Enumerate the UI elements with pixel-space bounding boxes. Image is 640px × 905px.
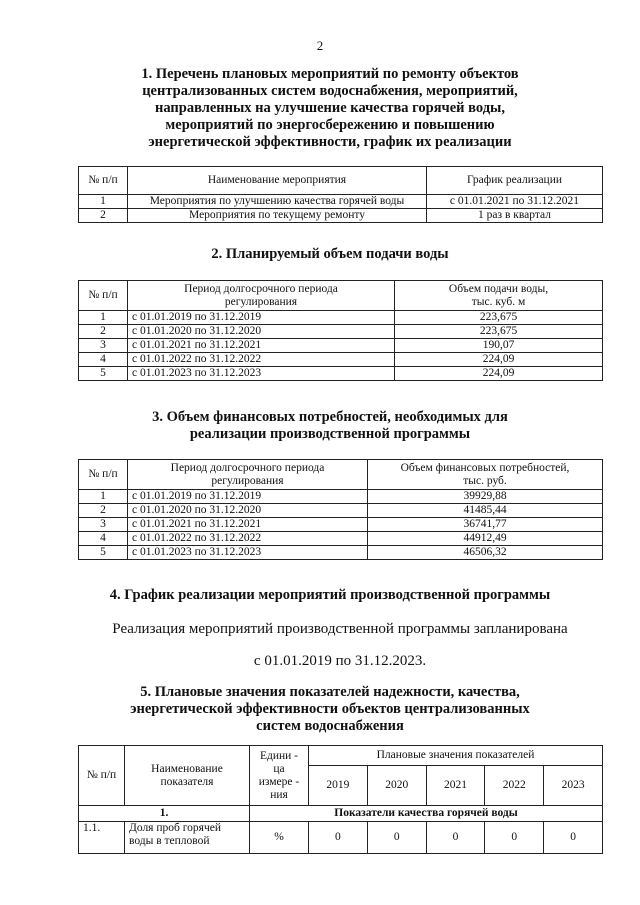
table-row	[79, 325, 603, 339]
table-row	[79, 367, 603, 381]
indicator-line: воды в тепловой	[129, 835, 210, 847]
col-schedule-header: График реализации	[427, 167, 603, 195]
cell-measure: Мероприятия по текущему ремонту	[128, 209, 427, 223]
indicators-table	[78, 745, 603, 854]
year-header: 2019	[309, 766, 368, 806]
col-period-header	[128, 460, 368, 490]
col-period-header	[128, 281, 395, 311]
heading-line: 5. Плановые значения показателей надежности, качества,	[140, 684, 520, 700]
cell-finance: 41485,44	[368, 504, 603, 518]
col-num-header: № п/п	[79, 281, 128, 311]
cell-volume: 224,09	[395, 367, 603, 381]
header-line: Едини -	[259, 749, 299, 762]
cell-unit: %	[250, 822, 309, 854]
cell-period: с 01.01.2019 по 31.12.2019	[128, 311, 395, 325]
heading-line: энергетической эффективности, график их реализации	[148, 134, 512, 150]
cell-period: с 01.01.2023 по 31.12.2023	[128, 546, 368, 560]
cell-value: 0	[544, 822, 603, 854]
section2-heading	[60, 246, 600, 263]
cell-period: с 01.01.2022 по 31.12.2022	[128, 532, 368, 546]
cell-period: с 01.01.2023 по 31.12.2023	[128, 367, 395, 381]
heading-line: реализации производственной программы	[189, 426, 471, 442]
heading-line: 1. Перечень плановых мероприятий по ремонту объектов	[141, 66, 519, 82]
cell-num: 4	[79, 532, 128, 546]
header-line: Объем подачи воды,	[448, 282, 549, 295]
group-num: 1.	[79, 806, 250, 822]
cell-value: 0	[485, 822, 544, 854]
cell-num: 5	[79, 367, 128, 381]
implementation-period: с 01.01.2019 по 31.12.2023.	[253, 653, 427, 669]
cell-finance: 39929,88	[368, 490, 603, 504]
header-line: измере -	[258, 775, 300, 788]
table-header-row	[79, 281, 603, 311]
cell-volume: 223,675	[395, 325, 603, 339]
cell-num: 2	[79, 209, 128, 223]
table-row	[79, 195, 603, 209]
col-volume-header	[395, 281, 603, 311]
table-row	[79, 546, 603, 560]
cell-num: 3	[79, 518, 128, 532]
header-line: тыс. руб.	[463, 474, 507, 487]
heading-line: энергетической эффективности объектов централизованных	[130, 701, 530, 717]
cell-volume: 224,09	[395, 353, 603, 367]
header-line: Объем финансовых потребностей,	[400, 461, 570, 474]
cell-value: 0	[309, 822, 368, 854]
cell-num: 4	[79, 353, 128, 367]
cell-period: с 01.01.2022 по 31.12.2022	[128, 353, 395, 367]
heading-line: 3. Объем финансовых потребностей, необходимых для	[152, 409, 508, 425]
year-header: 2022	[485, 766, 544, 806]
header-line: регулирования	[224, 295, 298, 308]
financial-needs-table	[78, 459, 603, 560]
header-line: Наименование	[151, 762, 223, 775]
table-row	[79, 532, 603, 546]
heading-line: централизованных систем водоснабжения, мероприятий,	[142, 83, 518, 99]
cell-finance: 36741,77	[368, 518, 603, 532]
header-line: Период долгосрочного периода	[184, 282, 338, 295]
cell-num: 1	[79, 490, 128, 504]
cell-schedule: 1 раз в квартал	[427, 209, 603, 223]
cell-period: с 01.01.2020 по 31.12.2020	[128, 325, 395, 339]
header-line: ца	[273, 762, 285, 775]
year-header: 2021	[426, 766, 485, 806]
cell-num: 5	[79, 546, 128, 560]
header-line: регулирования	[211, 474, 284, 487]
group-title: Показатели качества горячей воды	[250, 806, 603, 822]
col-finance-header	[368, 460, 603, 490]
section3-heading	[60, 409, 600, 443]
planned-values-header: Плановые значения показателей	[309, 746, 603, 766]
heading-line: мероприятий по энергосбережению и повышению	[165, 117, 495, 133]
col-num-header: № п/п	[79, 460, 128, 490]
heading-line: направленных на улучшение качества горячей воды,	[154, 100, 505, 116]
cell-measure: Мероприятия по улучшению качества горячей воды	[128, 195, 427, 209]
table-row	[79, 822, 603, 854]
cell-period: с 01.01.2021 по 31.12.2021	[128, 339, 395, 353]
table-row	[79, 209, 603, 223]
cell-num: 1	[79, 195, 128, 209]
heading-line: систем водоснабжения	[256, 718, 404, 734]
cell-period: с 01.01.2020 по 31.12.2020	[128, 504, 368, 518]
col-num-header: № п/п	[79, 167, 128, 195]
col-unit-header	[250, 746, 309, 806]
cell-volume: 223,675	[395, 311, 603, 325]
table-row	[79, 490, 603, 504]
cell-finance: 44912,49	[368, 532, 603, 546]
section5-heading	[60, 684, 600, 735]
cell-value: 0	[426, 822, 485, 854]
section4-heading	[40, 587, 620, 604]
section1-heading	[60, 66, 600, 151]
measures-table	[78, 166, 603, 223]
header-line: тыс. куб. м	[471, 295, 526, 308]
cell-volume: 190,07	[395, 339, 603, 353]
table-row	[79, 311, 603, 325]
water-volume-table	[78, 280, 603, 381]
table-header-row	[79, 167, 603, 195]
cell-num: 1.1.	[79, 822, 125, 854]
heading-line: 2. Планируемый объем подачи воды	[211, 246, 449, 262]
cell-period: с 01.01.2019 по 31.12.2019	[128, 490, 368, 504]
year-header: 2020	[367, 766, 426, 806]
header-line: Период долгосрочного периода	[170, 461, 325, 474]
cell-num: 2	[79, 504, 128, 518]
table-row	[79, 504, 603, 518]
page-number: 2	[316, 38, 324, 53]
cell-num: 2	[79, 325, 128, 339]
header-line: показателя	[160, 775, 214, 788]
col-num-header: № п/п	[79, 746, 125, 806]
indicator-line: Доля проб горячей	[129, 822, 221, 834]
cell-num: 3	[79, 339, 128, 353]
group-row	[79, 806, 603, 822]
cell-value: 0	[367, 822, 426, 854]
header-line: ния	[270, 788, 288, 801]
table-header-row	[79, 746, 603, 766]
table-row	[79, 518, 603, 532]
col-indicator-header	[125, 746, 250, 806]
heading-line: 4. График реализации мероприятий производственной программы	[109, 587, 551, 603]
cell-schedule: с 01.01.2021 по 31.12.2021	[427, 195, 603, 209]
cell-period: с 01.01.2021 по 31.12.2021	[128, 518, 368, 532]
cell-indicator	[125, 822, 250, 854]
col-measure-header: Наименование мероприятия	[128, 167, 427, 195]
year-header: 2023	[544, 766, 603, 806]
table-header-row	[79, 460, 603, 490]
cell-finance: 46506,32	[368, 546, 603, 560]
implementation-text: Реализация мероприятий производственной программы запланирована	[112, 621, 568, 637]
table-row	[79, 339, 603, 353]
table-row	[79, 353, 603, 367]
cell-num: 1	[79, 311, 128, 325]
